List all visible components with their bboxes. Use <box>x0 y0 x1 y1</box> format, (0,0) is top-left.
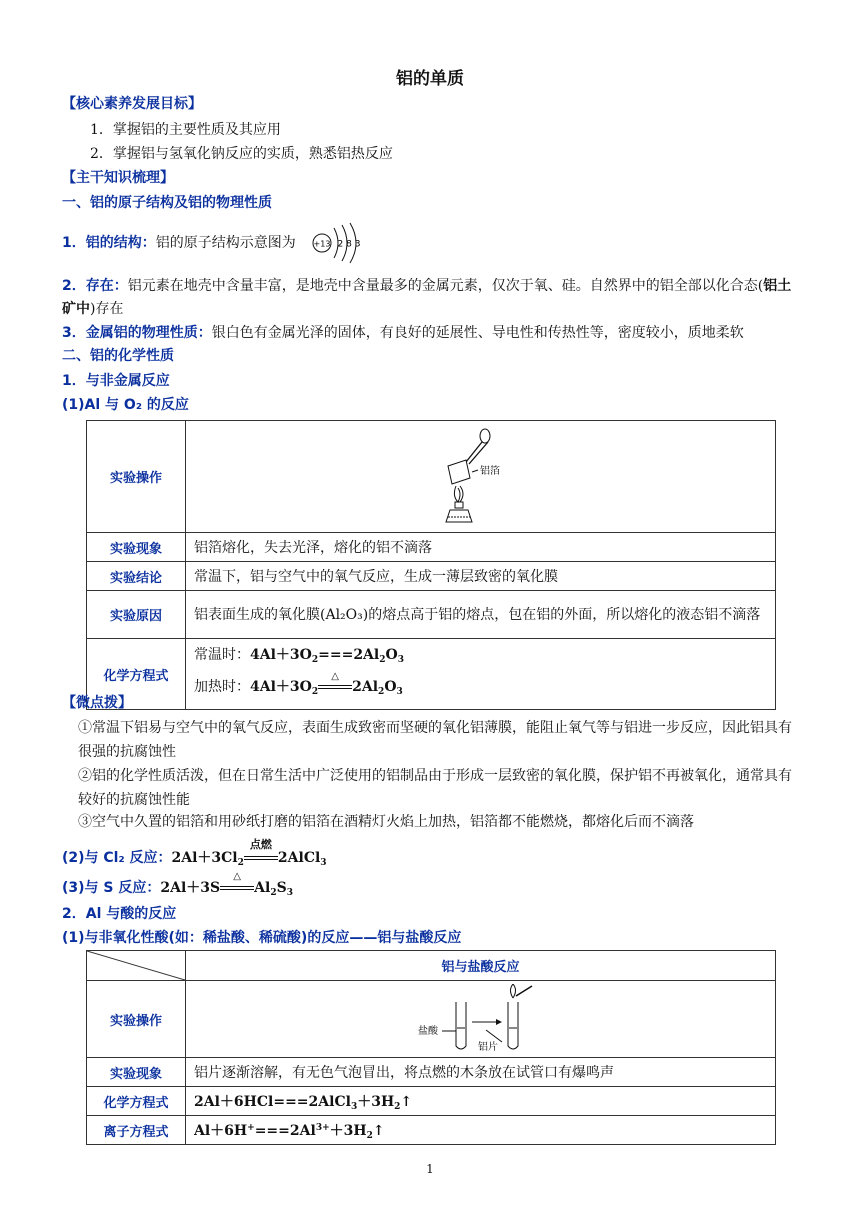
t1-phenomenon: 铝箔熔化，失去光泽，熔化的铝不滴落 <box>186 533 776 562</box>
eq-al-s: (3)与 S 反应：2Al＋3S △ $Al_2S_3$ <box>62 871 293 898</box>
foil-label: 铝箔 <box>479 466 500 477</box>
t2-op-cell <box>186 981 776 1058</box>
item1-label: 1．铝的结构： <box>62 235 156 251</box>
item-physical-props <box>62 323 744 343</box>
page-number: 1 <box>426 1162 434 1176</box>
item3-label: 3．金属铝的物理性质： <box>62 325 212 341</box>
knowledge-heading: 【主干知识梳理】 <box>62 170 174 186</box>
t2-diag-cell <box>87 951 186 981</box>
t2-ion-label: 离子方程式 <box>87 1116 186 1145</box>
t2-equation: $2Al+6HCl===2AlCl_3+3H_2↑$ <box>186 1087 776 1116</box>
acid-test-tube-diagram <box>416 984 546 1054</box>
t1-op-cell <box>186 421 776 533</box>
atom-shells: 2 8 3 <box>337 239 361 250</box>
t1-reason-label: 实验原因 <box>87 591 186 639</box>
item1-text: 铝的原子结构示意图为 <box>155 235 296 251</box>
goal-1: 1．掌握铝的主要性质及其应用 <box>90 122 281 138</box>
item2-tail: )存在 <box>90 301 124 317</box>
acid-label: 盐酸 <box>417 1026 438 1037</box>
table-al-hcl <box>86 950 776 1145</box>
t1-eq-label: 化学方程式 <box>87 639 186 710</box>
sub1-heading: 1．与非金属反应 <box>62 373 170 389</box>
t2-phenomenon: 铝片逐渐溶解，有无色气泡冒出，将点燃的木条放在试管口有爆鸣声 <box>186 1058 776 1087</box>
item2-bold: 铝土矿中 <box>62 278 792 317</box>
t1-conclusion: 常温下，铝与空气中的氧气反应，生成一薄层致密的氧化膜 <box>186 562 776 591</box>
t1-equations <box>186 639 776 710</box>
sub2a-heading: (1)与非氧化性酸(如：稀盐酸、稀硫酸)的反应——铝与盐酸反应 <box>62 930 462 946</box>
table-al-o2 <box>86 420 776 710</box>
t1-eq1: 常温时：$4Al+3O_2===2Al_2O_3$ <box>194 647 404 665</box>
t2-phenomenon-label: 实验现象 <box>87 1058 186 1087</box>
t2-op-label: 实验操作 <box>87 981 186 1058</box>
page-title: 铝的单质 <box>396 69 464 89</box>
item2-text: 铝元素在地壳中含量丰富，是地壳中含量最多的金属元素，仅次于氧、硅。自然界中的铝全部以化合态( <box>127 278 764 294</box>
part1-heading: 一、铝的原子结构及铝的物理性质 <box>62 195 272 211</box>
micro-point-3: ③空气中久置的铝箔和用砂纸打磨的铝箔在酒精灯火焰上加热，铝箔都不能燃烧，都熔化后而不滴落 <box>78 814 694 830</box>
item2-label: 2．存在： <box>62 278 128 294</box>
foil-piece-label: 铝片 <box>477 1042 498 1053</box>
t1-phenomenon-label: 实验现象 <box>87 533 186 562</box>
eq-al-cl2: (2)与 Cl₂ 反应：$2Al+3Cl_2$ 点燃 2AlCl$_3$ <box>62 838 327 868</box>
sub1a-heading: (1)Al 与 O₂ 的反应 <box>62 397 189 413</box>
sub2-heading: 2．Al 与酸的反应 <box>62 906 177 922</box>
item3-text: 银白色有金属光泽的固体，有良好的延展性、导电性和传热性等，密度较小，质地柔软 <box>211 325 744 341</box>
t1-conclusion-label: 实验结论 <box>87 562 186 591</box>
t2-ion-equation: $Al+6H^+===2Al^{3+}+3H_2↑$ <box>186 1116 776 1145</box>
t2-header: 铝与盐酸反应 <box>186 951 776 981</box>
goal-2: 2．掌握铝与氢氧化钠反应的实质，熟悉铝热反应 <box>90 146 393 162</box>
atom-structure-diagram <box>312 222 368 264</box>
micro-point-2: ②铝的化学性质活泼，但在日常生活中广泛使用的铝制品由于形成一层致密的氧化膜，保护铝不再被氧化，通常具有较好的抗腐蚀性能 <box>78 768 792 808</box>
micro-heading: 【微点拨】 <box>62 695 132 711</box>
micro-point-1: ①常温下铝易与空气中的氧气反应，表面生成致密而坚硬的氧化铝薄膜，能阻止氧气等与铝进一步反应，因此铝具有很强的抗腐蚀性 <box>78 720 792 760</box>
t1-op-label: 实验操作 <box>87 421 186 533</box>
t1-eq2: 加热时：$4Al+3O_2$ △ $2Al_2O_3$ <box>194 671 403 697</box>
t1-reason: 铝表面生成的氧化膜(Al₂O₃)的熔点高于铝的熔点，包在铝的外面，所以熔化的液态铝不滴落 <box>186 591 776 639</box>
t2-eq-label: 化学方程式 <box>87 1087 186 1116</box>
item-structure <box>62 233 296 253</box>
item-existence <box>62 275 802 321</box>
foil-burning-diagram <box>436 424 526 529</box>
atom-nucleus: +13 <box>313 239 331 249</box>
goals-heading: 【核心素养发展目标】 <box>62 96 202 112</box>
part2-heading: 二、铝的化学性质 <box>62 348 174 364</box>
